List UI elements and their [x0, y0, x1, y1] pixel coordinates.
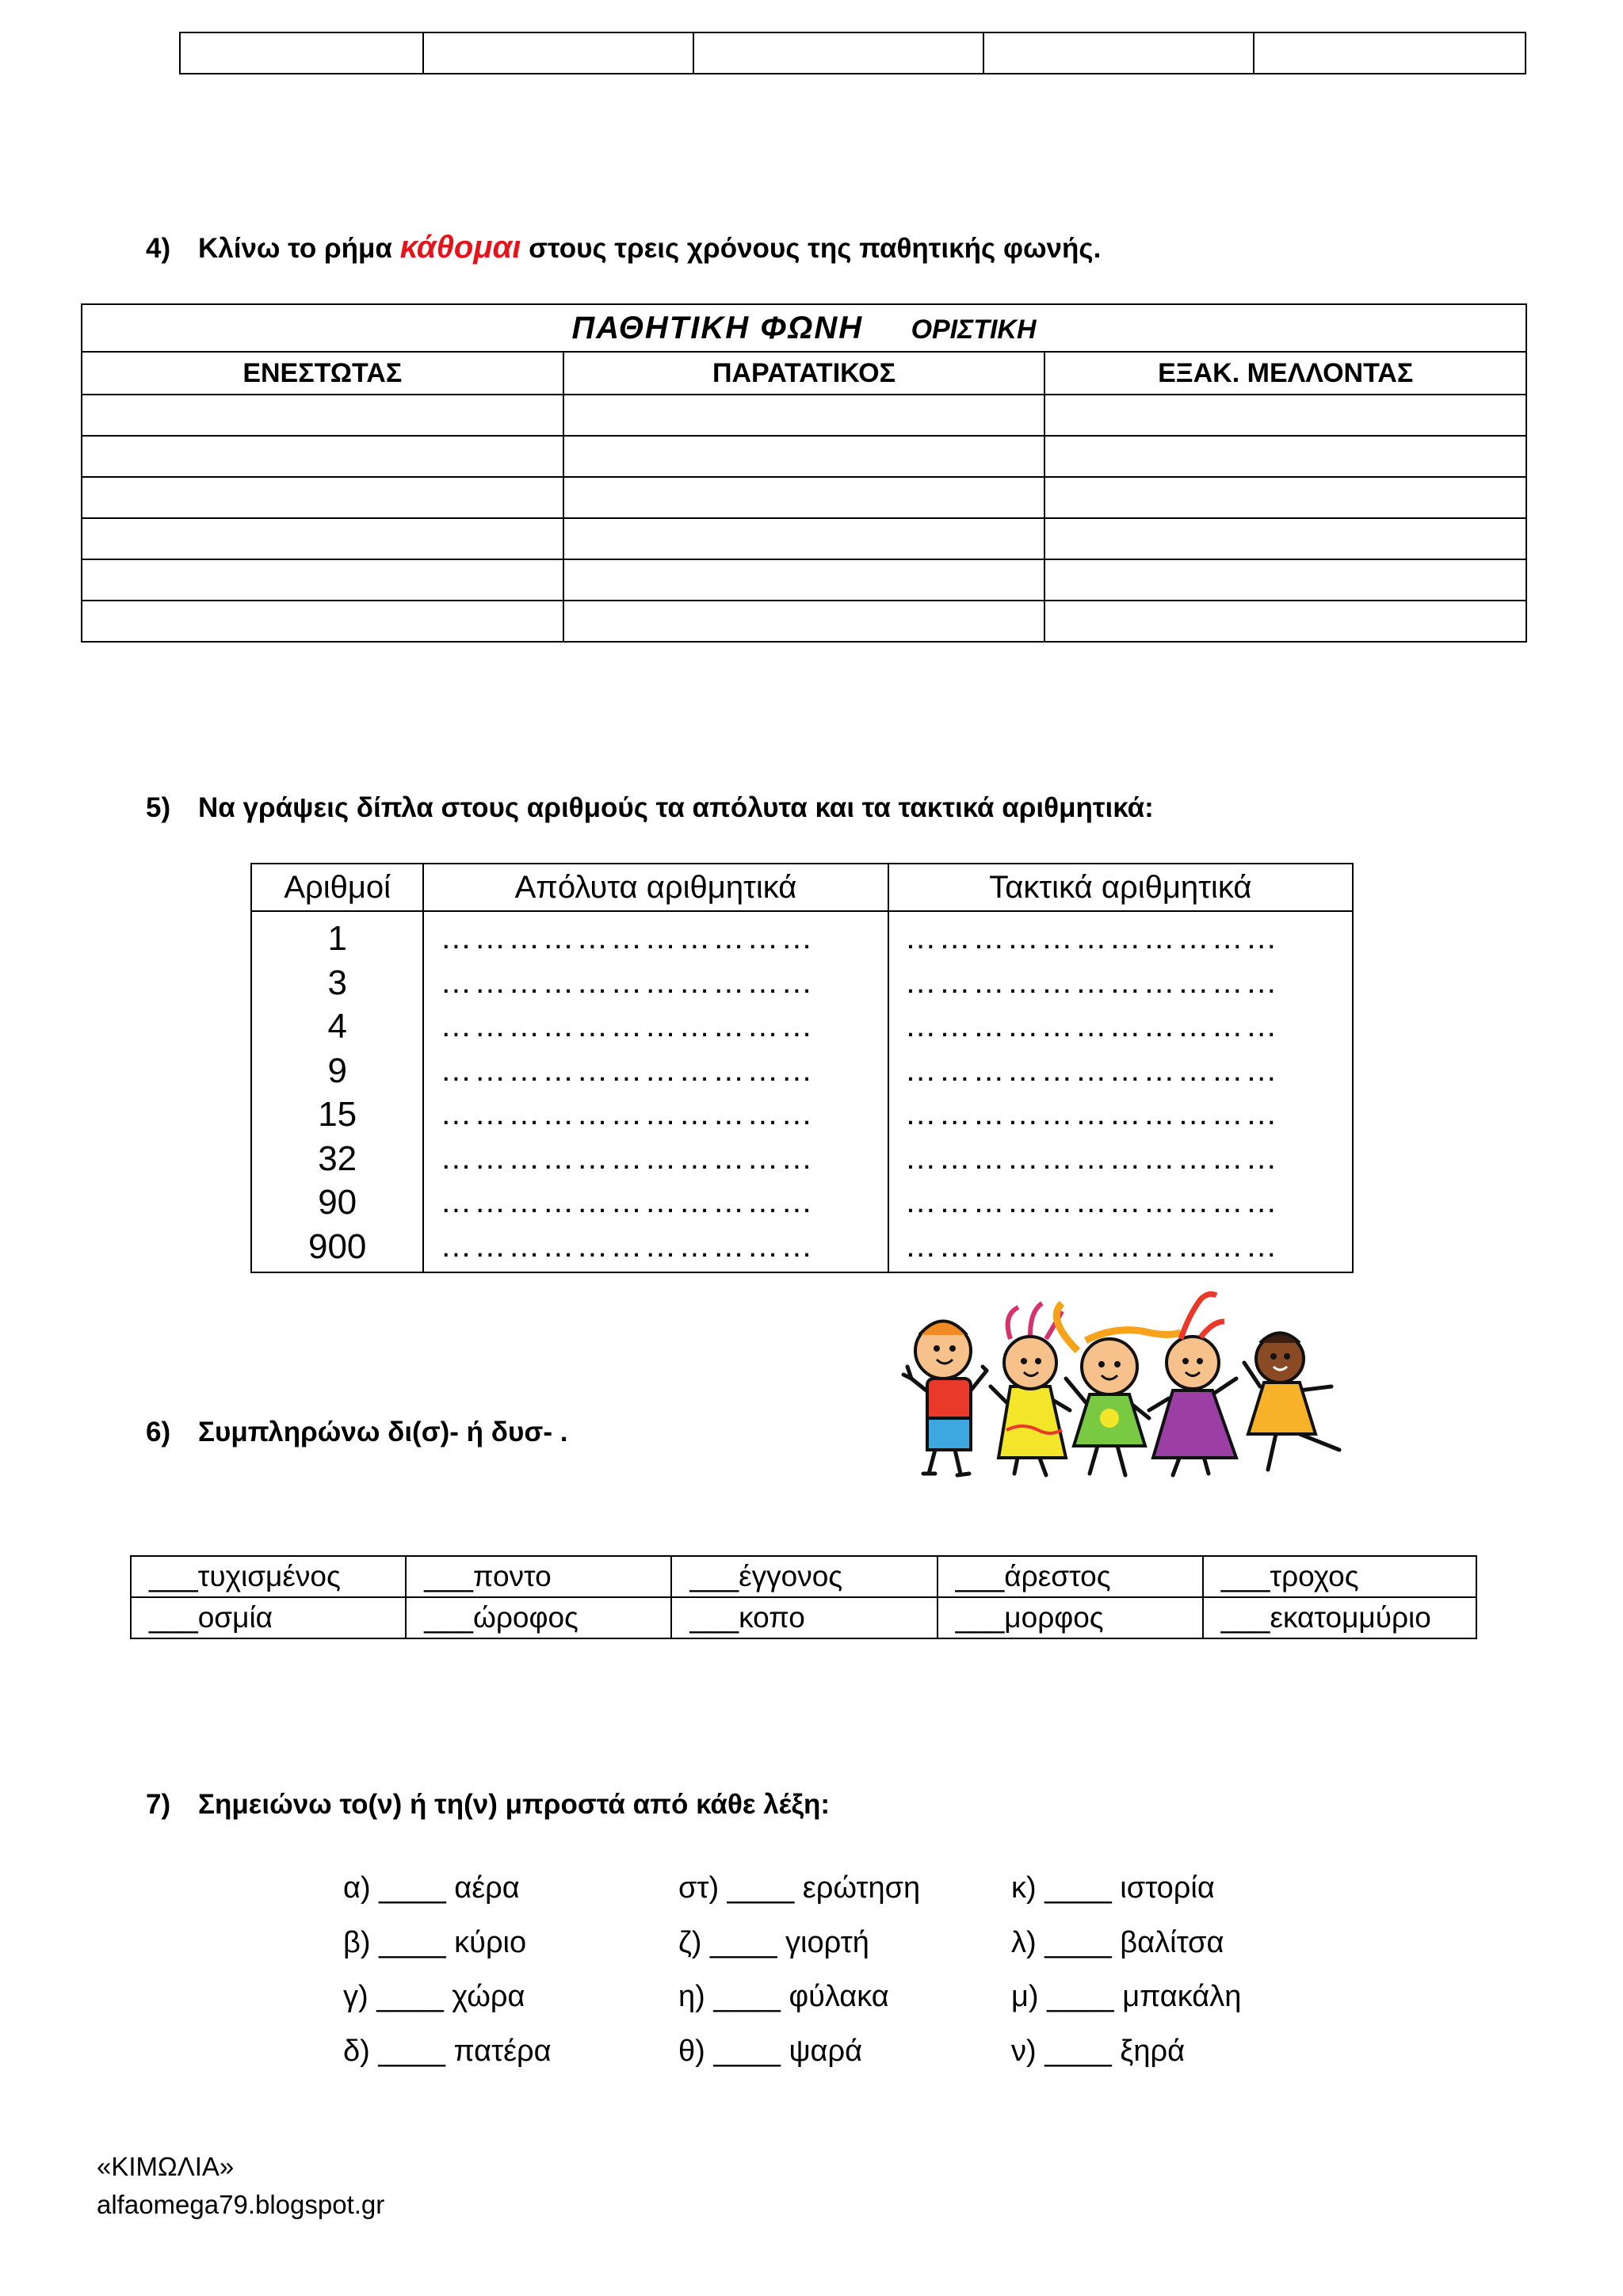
kid-4-head	[1167, 1337, 1219, 1389]
word-cell[interactable]: ___τυχισμένος	[131, 1556, 406, 1597]
word-cell[interactable]: ___έγγονος	[671, 1556, 937, 1597]
table-row	[131, 1597, 1476, 1638]
table-subtitle: ΟΡΙΣΤΙΚΗ	[911, 314, 1037, 345]
number-90: 90	[318, 1183, 357, 1222]
exercise-number: 6)	[146, 1417, 171, 1447]
answer-cell[interactable]	[1044, 395, 1526, 436]
exercise-4-heading	[146, 230, 1101, 265]
exercise-6-heading	[146, 1417, 567, 1448]
answer-cell[interactable]	[563, 518, 1045, 559]
word-cell[interactable]: ___ώροφος	[406, 1597, 671, 1638]
article-item[interactable]: ζ) ____ γιορτή	[678, 1926, 869, 1959]
answer-cell[interactable]	[1044, 601, 1526, 642]
kid-1-shirt	[927, 1379, 971, 1422]
ordinal-column	[888, 911, 1353, 1272]
number-15: 15	[318, 1095, 357, 1134]
top-empty-table	[179, 32, 1526, 74]
exercise-number: 7)	[146, 1789, 171, 1820]
article-item[interactable]: β) ____ κύριο	[343, 1926, 527, 1959]
column-header-imperfect: ΠΑΡΑΤΑΤΙΚΟΣ	[563, 352, 1045, 395]
footer-url[interactable]: alfaomega79.blogspot.gr	[97, 2190, 385, 2219]
answer-dots[interactable]: ……………………………	[440, 1097, 815, 1131]
answer-dots[interactable]: ……………………………	[904, 1052, 1280, 1088]
exercise-4-text-before: Κλίνω το ρήμα	[198, 233, 392, 264]
empty-cell[interactable]	[1254, 32, 1526, 74]
header-cardinal: Απόλυτα αριθμητικά	[423, 864, 888, 911]
empty-cell[interactable]	[693, 32, 983, 74]
article-item[interactable]: ν) ____ ξηρά	[1011, 2035, 1186, 2068]
exercise-7-heading	[146, 1789, 830, 1821]
exercise-4-text-after: στους τρεις χρόνους της παθητικής φωνής.	[529, 233, 1102, 264]
article-item[interactable]: α) ____ αέρα	[343, 1871, 520, 1905]
answer-cell[interactable]	[1044, 559, 1526, 601]
answer-dots[interactable]: ……………………………	[440, 921, 815, 955]
table-row	[82, 477, 1526, 518]
column-header-future: ΕΞΑΚ. ΜΕΛΛΟΝΤΑΣ	[1044, 352, 1526, 395]
passive-table-title	[82, 304, 1526, 352]
answer-cell[interactable]	[82, 518, 563, 559]
article-item[interactable]: μ) ____ μπακάλη	[1011, 1980, 1242, 2013]
exercise-5-text: Να γράψεις δίπλα στους αριθμούς τα απόλυτα και τα τακτικά αριθμητικά:	[198, 792, 1154, 823]
prefix-table	[130, 1555, 1477, 1639]
number-4: 4	[327, 1007, 347, 1046]
header-ordinal: Τακτικά αριθμητικά	[888, 864, 1353, 911]
numerals-table	[250, 863, 1354, 1273]
answer-cell[interactable]	[82, 477, 563, 518]
column-header-present: ΕΝΕΣΤΩΤΑΣ	[82, 352, 563, 395]
table-title: ΠΑΘΗΤΙΚΗ ΦΩΝΗ	[571, 310, 864, 345]
word-cell[interactable]: ___οσμία	[131, 1597, 406, 1638]
answer-cell[interactable]	[563, 601, 1045, 642]
empty-cell[interactable]	[180, 32, 423, 74]
table-row	[82, 601, 1526, 642]
exercise-number: 5)	[146, 792, 171, 823]
answer-dots[interactable]: ……………………………	[440, 964, 815, 1000]
kid-2-dress	[999, 1386, 1066, 1458]
exercise-5-heading	[146, 792, 1154, 824]
article-item[interactable]: λ) ____ βαλίτσα	[1011, 1926, 1224, 1959]
exercise-6-text: Συμπληρώνω δι(σ)- ή δυσ- .	[198, 1417, 568, 1447]
cardinal-column	[423, 911, 888, 1272]
kid-3-head	[1082, 1339, 1137, 1394]
answer-cell[interactable]	[1044, 518, 1526, 559]
kid-1-shorts	[927, 1418, 971, 1450]
article-item[interactable]: στ) ____ ερώτηση	[678, 1871, 921, 1905]
article-item[interactable]: δ) ____ πατέρα	[343, 2035, 552, 2068]
answer-cell[interactable]	[563, 395, 1045, 436]
table-row	[82, 395, 1526, 436]
article-item[interactable]: κ) ____ ιστορία	[1011, 1871, 1215, 1905]
answer-cell[interactable]	[82, 601, 563, 642]
answer-cell[interactable]	[563, 559, 1045, 601]
answer-dots[interactable]: ……………………………	[904, 1097, 1280, 1131]
word-cell[interactable]: ___ποντο	[406, 1556, 671, 1597]
answer-dots[interactable]: ……………………………	[440, 1184, 815, 1219]
footer-brand: «ΚΙΜΩΛΙΑ»	[97, 2152, 235, 2181]
answer-dots[interactable]: ……………………………	[904, 921, 1280, 955]
number-9: 9	[327, 1051, 347, 1090]
word-cell[interactable]: ___άρεστος	[938, 1556, 1203, 1597]
table-row	[82, 436, 1526, 477]
word-cell[interactable]: ___τροχος	[1203, 1556, 1476, 1597]
answer-dots[interactable]: ……………………………	[904, 1009, 1280, 1043]
answer-dots[interactable]: ……………………………	[904, 964, 1280, 1000]
table-row	[131, 1556, 1476, 1597]
answer-dots[interactable]: ……………………………	[904, 1140, 1280, 1176]
answer-cell[interactable]	[82, 436, 563, 477]
number-3: 3	[327, 963, 347, 1002]
answer-dots[interactable]: ……………………………	[904, 1228, 1280, 1264]
verb-highlight: κάθομαι	[399, 230, 521, 265]
answer-dots[interactable]: ……………………………	[440, 1052, 815, 1088]
table-row	[82, 559, 1526, 601]
table-row	[82, 518, 1526, 559]
answer-dots[interactable]: ……………………………	[904, 1184, 1280, 1219]
number-32: 32	[318, 1138, 357, 1178]
article-item[interactable]: η) ____ φύλακα	[678, 1980, 889, 2013]
numbers-column	[251, 911, 423, 1272]
answer-cell[interactable]	[1044, 477, 1526, 518]
header-numbers: Αριθμοί	[251, 864, 423, 911]
exercise-number: 4)	[146, 233, 171, 264]
passive-voice-table	[81, 303, 1527, 643]
article-item[interactable]: θ) ____ ψαρά	[678, 2035, 863, 2068]
word-cell[interactable]: ___μορφος	[938, 1597, 1203, 1638]
number-900: 900	[307, 1226, 367, 1266]
answer-dots[interactable]: ……………………………	[440, 1140, 815, 1176]
empty-cell[interactable]	[983, 32, 1254, 74]
empty-cell[interactable]	[423, 32, 693, 74]
answer-cell[interactable]	[563, 477, 1045, 518]
exercise-7-text: Σημειώνω το(ν) ή τη(ν) μπροστά από κάθε λέξη:	[198, 1789, 831, 1820]
answer-cell[interactable]	[1044, 436, 1526, 477]
word-cell[interactable]: ___κοπο	[671, 1597, 937, 1638]
answer-cell[interactable]	[82, 559, 563, 601]
answer-cell[interactable]	[563, 436, 1045, 477]
answer-dots[interactable]: ……………………………	[440, 1009, 815, 1043]
number-1: 1	[327, 919, 347, 958]
answer-cell[interactable]	[82, 395, 563, 436]
word-cell[interactable]: ___εκατομμύριο	[1203, 1597, 1476, 1638]
dancing-kids-illustration	[888, 1291, 1379, 1482]
answer-dots[interactable]: ……………………………	[440, 1228, 815, 1264]
kid-2-head	[1004, 1337, 1056, 1389]
article-item[interactable]: γ) ____ χώρα	[343, 1980, 525, 2013]
